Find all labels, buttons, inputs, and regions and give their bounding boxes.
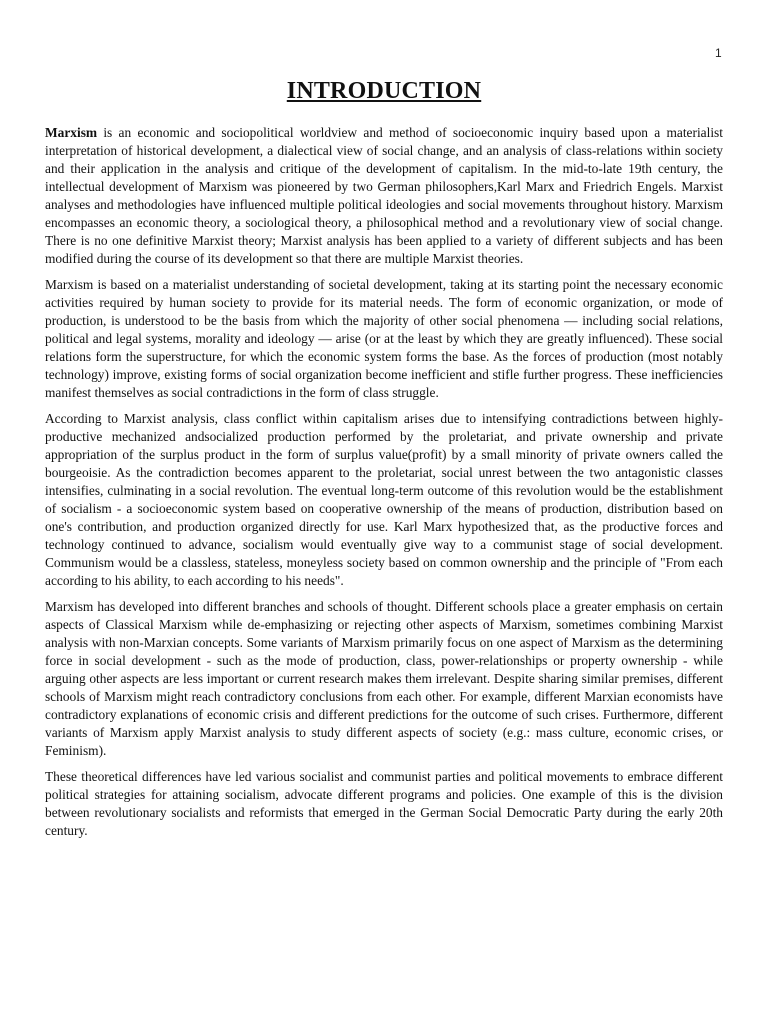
- paragraph-class-conflict: [45, 410, 723, 590]
- paragraph-text: Marxism is based on a materialist understanding of societal development, taking at its starting point the necessary economic activities required by human society to provide for its material needs. The form of economic organization, or mode of production, is understood to be the basis from which the majority of other social phenomena — including social relations, political and legal systems, morality and ideology — arise (or at the least by which they are greatly influenced). These social relations form the superstructure, for which the economic system forms the base. As the forces of production (most notably technology) improve, existing forms of social organization become inefficient and stifle further progress. These inefficiencies manifest themselves as social contradictions in the form of class struggle.: [45, 277, 723, 400]
- paragraph-marxism-definition: [45, 124, 723, 268]
- paragraph-text: According to Marxist analysis, class conflict within capitalism arises due to intensifying contradictions between highly-productive mechanized andsocialized production performed by the proletariat, and private ownership and private appropriation of the surplus product in the form of surplus value(profit) by a small minority of private owners called the bourgeoisie. As the contradiction becomes apparent to the proletariat, social unrest between the two antagonistic classes intensifies, culminating in a social revolution. The eventual long-term outcome of this revolution would be the establishment of socialism - a socioeconomic system based on cooperative ownership of the means of production, distribution based on one's contribution, and production organized directly for use. Karl Marx hypothesized that, as the productive forces and technology continued to advance, socialism would eventually give way to a communist stage of social development. Communism would be a classless, stateless, moneyless society based on common ownership and the principle of "From each according to his ability, to each according to his needs".: [45, 411, 723, 588]
- paragraph-text: These theoretical differences have led various socialist and communist parties and political movements to embrace different political strategies for attaining socialism, advocate different programs and policies. One example of this is the division between revolutionary socialists and reformists that emerged in the German Social Democratic Party during the early 20th century.: [45, 769, 723, 838]
- paragraph-schools-of-thought: [45, 598, 723, 760]
- page-title: INTRODUCTION: [286, 78, 482, 104]
- document-body: [45, 124, 723, 848]
- paragraph-text: is an economic and sociopolitical worldview and method of socioeconomic inquiry based upon a materialist interpretation of historical development, a dialectical view of social change, and an analysis of class-relations within society and their application in the analysis and critique of the development of capitalism. In the mid-to-late 19th century, the intellectual development of Marxism was pioneered by two German philosophers,Karl Marx and Friedrich Engels. Marxist analyses and methodologies have influenced multiple political ideologies and social movements throughout history. Marxism encompasses an economic theory, a sociological theory, a philosophical method and a revolutionary view of social change. There is no one definitive Marxist theory; Marxist analysis has been applied to a variety of different subjects and has been modified during the course of its development so that there are multiple Marxist theories.: [45, 125, 723, 266]
- paragraph-political-strategies: [45, 768, 723, 840]
- paragraph-text: Marxism has developed into different branches and schools of thought. Different schools place a greater emphasis on certain aspects of Classical Marxism while de-emphasizing or rejecting other aspects of Marxism, sometimes combining Marxist analysis with non-Marxian concepts. Some variants of Marxism primarily focus on one aspect of Marxism as the determining force in social development - such as the mode of production, class, power-relationships or property ownership - while arguing other aspects are less important or current research makes them irrelevant. Despite sharing similar premises, different schools of Marxism might reach contradictory conclusions from each other. For example, different Marxian economists have contradictory explanations of economic crisis and different predictions for the outcome of such crises. Furthermore, different variants of Marxism apply Marxist analysis to study different aspects of society (e.g.: mass culture, economic crises, or Feminism).: [45, 599, 723, 758]
- paragraph-materialist-basis: [45, 276, 723, 402]
- lead-term: Marxism: [45, 125, 98, 140]
- page-number: 1: [715, 46, 722, 60]
